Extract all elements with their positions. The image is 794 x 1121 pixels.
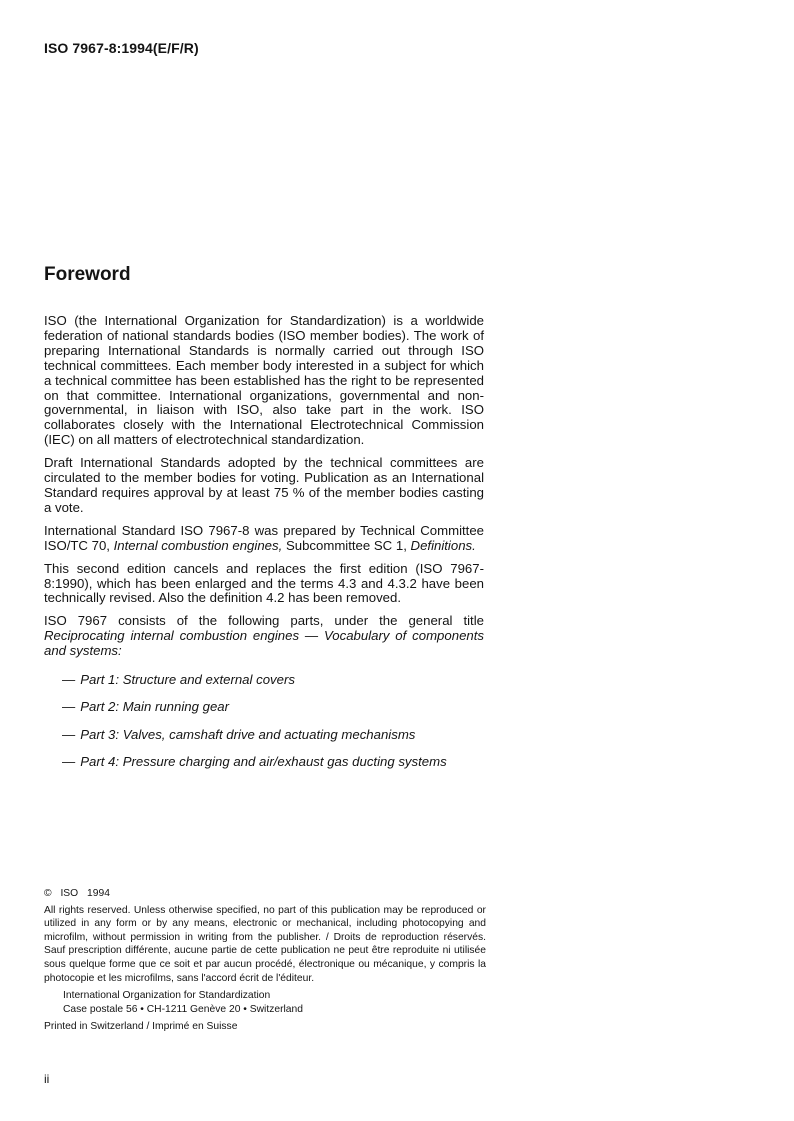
committee-name: Internal combustion engines,: [113, 537, 283, 553]
paragraph-iso-intro: ISO (the International Organization for Standardization) is a worldwide federation of national standards bodies (ISO member bodies). The work of preparing International Standards is normally carried out through ISO technical committees. Each member body interested in a subject for which a technical committee has been established has the right to be represented on that committee. International organizations, governmental and non-governmental, in liaison with ISO, also take part in the work. ISO collaborates closely with the International Electrotechnical Commission (IEC) on all matters of electrotechnical standardization.: [44, 313, 484, 448]
paragraph-edition: This second edition cancels and replaces the first edition (ISO 7967-8:1990), which has been enlarged and the terms 4.3 and 4.3.2 have been technically revised. Also the definition 4.2 has been removed.: [44, 560, 484, 606]
paragraph-preparation: [44, 524, 484, 554]
list-dash: —: [62, 754, 76, 770]
list-item: [62, 755, 484, 770]
subcommittee-text: Subcommittee SC 1,: [285, 537, 407, 553]
general-title: Reciprocating internal combustion engines — Vocabulary of components and systems:: [44, 628, 484, 659]
copyright-line: © ISO 1994: [44, 888, 110, 899]
part-title: Part 1: Structure and external covers: [80, 672, 295, 688]
organization-name: International Organization for Standardization: [63, 990, 271, 1002]
document-id: ISO 7967-8:1994(E/F/R): [44, 40, 199, 56]
list-dash: —: [62, 699, 76, 715]
paragraph-parts-intro: [44, 614, 484, 659]
printed-in: Printed in Switzerland / Imprimé en Suisse: [44, 1021, 238, 1033]
parts-list: [44, 673, 484, 770]
part-title: Part 2: Main running gear: [80, 699, 229, 715]
postal-address: Case postale 56 • CH-1211 Genève 20 • Switzerland: [63, 1003, 303, 1015]
part-title: Part 3: Valves, camshaft drive and actuating mechanisms: [80, 726, 416, 742]
publisher-address: [44, 989, 486, 1016]
subcommittee-name: Definitions.: [410, 537, 476, 553]
legal-notice: [44, 887, 486, 1034]
page-number: ii: [44, 1072, 50, 1086]
page-title: Foreword: [44, 264, 131, 285]
foreword-body: [44, 314, 484, 783]
list-item: [62, 728, 484, 743]
part-title: Part 4: Pressure charging and air/exhaust gas ducting systems: [80, 754, 447, 770]
preparation-text: International Standard ISO 7967-8 was prepared by Technical Committee ISO/TC 70,: [44, 522, 484, 553]
paragraph-draft-standards: Draft International Standards adopted by the technical committees are circulated to the member bodies for voting. Publication as an International Standard requires approval by at least 75 % of the member bodies casting a vote.: [44, 455, 484, 515]
list-item: [62, 673, 484, 688]
list-dash: —: [62, 672, 76, 688]
rights-statement: All rights reserved. Unless otherwise specified, no part of this publication may be reproduced or utilized in any form or by any means, electronic or mechanical, including photocopying and microfilm, without permission in writing from the publisher. / Droits de reproduction réservés. Sauf prescription différente, aucune partie de cette publication ne peut être reproduite ni utilisée sous quelque forme que ce soit et par aucun procédé, électronique ou mécanique, y compris la photocopie et les microfilms, sans l'accord écrit de l'éditeur.: [44, 904, 486, 984]
list-item: [62, 700, 484, 715]
parts-intro-text: ISO 7967 consists of the following parts, under the general title: [44, 613, 484, 629]
list-dash: —: [62, 726, 76, 742]
